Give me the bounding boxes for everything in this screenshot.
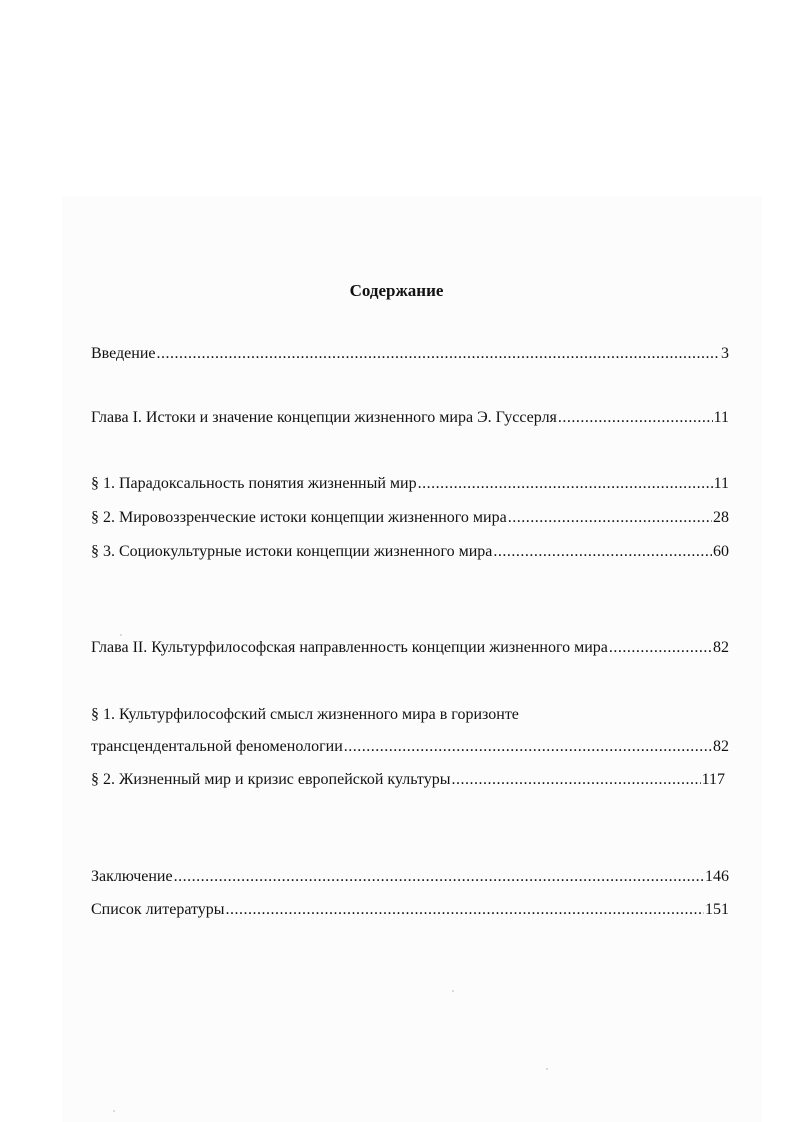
dot-leader <box>174 866 704 888</box>
toc-entry-page: 11 <box>713 475 729 492</box>
dot-leader <box>226 899 704 921</box>
toc-entry-page: 146 <box>705 868 729 885</box>
dot-leader <box>344 736 712 758</box>
dot-leader <box>558 407 713 429</box>
toc-entry-page: 60 <box>713 543 729 560</box>
toc-entry-page: 82 <box>713 639 729 656</box>
dot-leader <box>508 507 712 529</box>
toc-entry-label: Глава II. Культурфилософская направленность концепции жизненного мира <box>91 639 608 656</box>
scan-speck <box>113 1110 115 1112</box>
toc-entry-page: 28 <box>713 509 729 526</box>
toc-entry-label: Список литературы <box>91 901 225 918</box>
toc-entry-label: трансцендентальной феноменологии <box>91 738 343 755</box>
dot-leader <box>157 343 721 365</box>
toc-entry-label: Введение <box>91 345 156 362</box>
toc-entry-page: 82 <box>713 738 729 755</box>
dot-leader <box>493 541 712 563</box>
toc-entry-page: 151 <box>705 901 729 918</box>
toc-entry-section-2-2 <box>91 769 725 791</box>
dot-leader <box>609 637 712 659</box>
toc-entry-conclusion <box>91 866 729 888</box>
toc-entry-page: 117 <box>701 771 725 788</box>
scanned-sheet <box>62 196 762 1122</box>
toc-entry-label: § 2. Мировоззренческие истоки концепции жизненного мира <box>91 509 507 526</box>
toc-title: Содержание <box>349 281 444 300</box>
toc-entry-section-1-2 <box>91 507 729 529</box>
scan-speck <box>546 1068 548 1070</box>
toc-entry-page: 3 <box>721 345 729 362</box>
toc-entry-section-1-3 <box>91 541 729 563</box>
toc-entry-section-1-1 <box>91 473 729 495</box>
scan-speck <box>120 634 122 636</box>
toc-entry-label: Глава I. Истоки и значение концепции жизненного мира Э. Гуссерля <box>91 409 557 426</box>
dot-leader <box>451 769 700 791</box>
scan-speck <box>452 990 454 992</box>
toc-entry-label: § 2. Жизненный мир и кризис европейской культуры <box>91 771 451 788</box>
dot-leader <box>418 473 713 495</box>
toc-entry-label: § 3. Социокультурные истоки концепции жизненного мира <box>91 543 493 560</box>
toc-entry-section-2-1 <box>91 736 729 758</box>
toc-entry-chapter-2 <box>91 637 729 659</box>
toc-entry-label: Заключение <box>91 868 173 885</box>
toc-entry-bibliography <box>91 899 729 921</box>
toc-entry-introduction <box>91 343 729 365</box>
toc-entry-label: § 1. Парадоксальность понятия жизненный мир <box>91 475 417 492</box>
toc-entry-page: 11 <box>713 409 729 426</box>
toc-entry-chapter-1 <box>91 407 729 429</box>
toc-entry-section-2-1-line1: § 1. Культурфилософский смысл жизненного мира в горизонте <box>91 706 519 723</box>
